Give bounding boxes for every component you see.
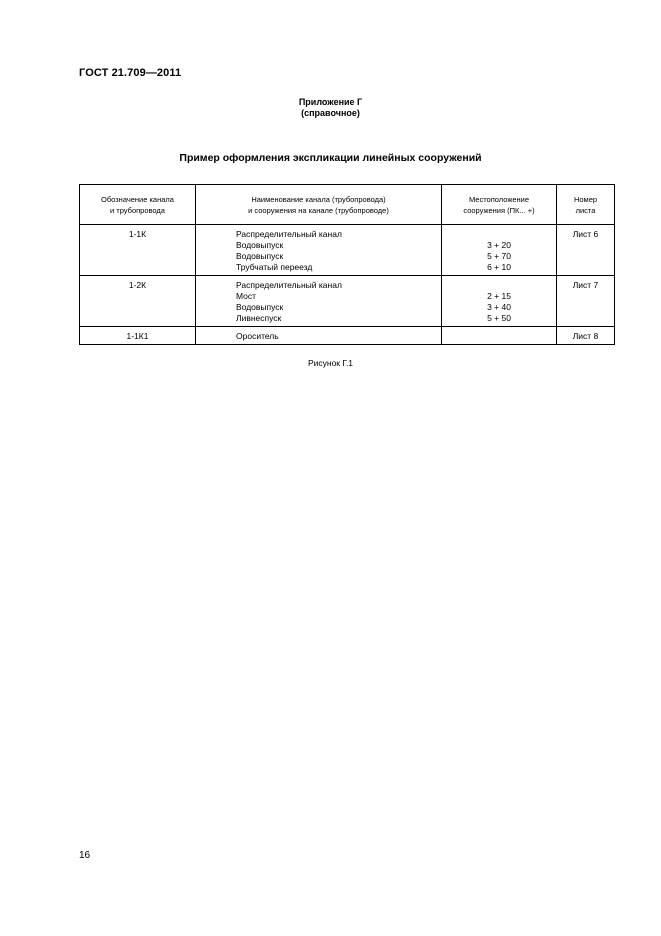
- header-structure-name: Наименование канала (трубопровода) и сооружения на канале (трубопроводе): [196, 185, 442, 225]
- row-locations: [442, 327, 557, 345]
- page-number: 16: [79, 850, 91, 861]
- appendix-subtitle: (справочное): [301, 108, 360, 118]
- table-row: [80, 225, 615, 276]
- row-channel-code: 1-2К: [80, 276, 196, 327]
- table-title: Пример оформления экспликации линейных сооружений: [179, 152, 482, 164]
- row-structure-names: Ороситель: [196, 327, 442, 345]
- table-row: [80, 327, 615, 345]
- header-sheet-number: Номер листа: [557, 185, 615, 225]
- table-header-row: [80, 185, 615, 225]
- row-channel-code: 1-1К: [80, 225, 196, 276]
- figure-caption: Рисунок Г.1: [307, 358, 354, 368]
- row-sheet-number: Лист 8: [557, 327, 615, 345]
- row-structure-names: Распределительный канал Мост Водовыпуск Ливнеспуск: [196, 276, 442, 327]
- header-channel-code: Обозначение канала и трубопровода: [80, 185, 196, 225]
- row-structure-names: Распределительный канал Водовыпуск Водовыпуск Трубчатый переезд: [196, 225, 442, 276]
- explication-table: [79, 184, 615, 345]
- header-location: Местоположение сооружения (ПК... +): [442, 185, 557, 225]
- row-sheet-number: Лист 6: [557, 225, 615, 276]
- document-code: ГОСТ 21.709—2011: [79, 67, 182, 79]
- appendix-title: Приложение Г: [298, 97, 363, 107]
- row-sheet-number: Лист 7: [557, 276, 615, 327]
- row-locations: 2 + 15 3 + 40 5 + 50: [442, 276, 557, 327]
- table-row: [80, 276, 615, 327]
- row-locations: 3 + 20 5 + 70 6 + 10: [442, 225, 557, 276]
- appendix-heading: [0, 97, 661, 119]
- row-channel-code: 1-1К1: [80, 327, 196, 345]
